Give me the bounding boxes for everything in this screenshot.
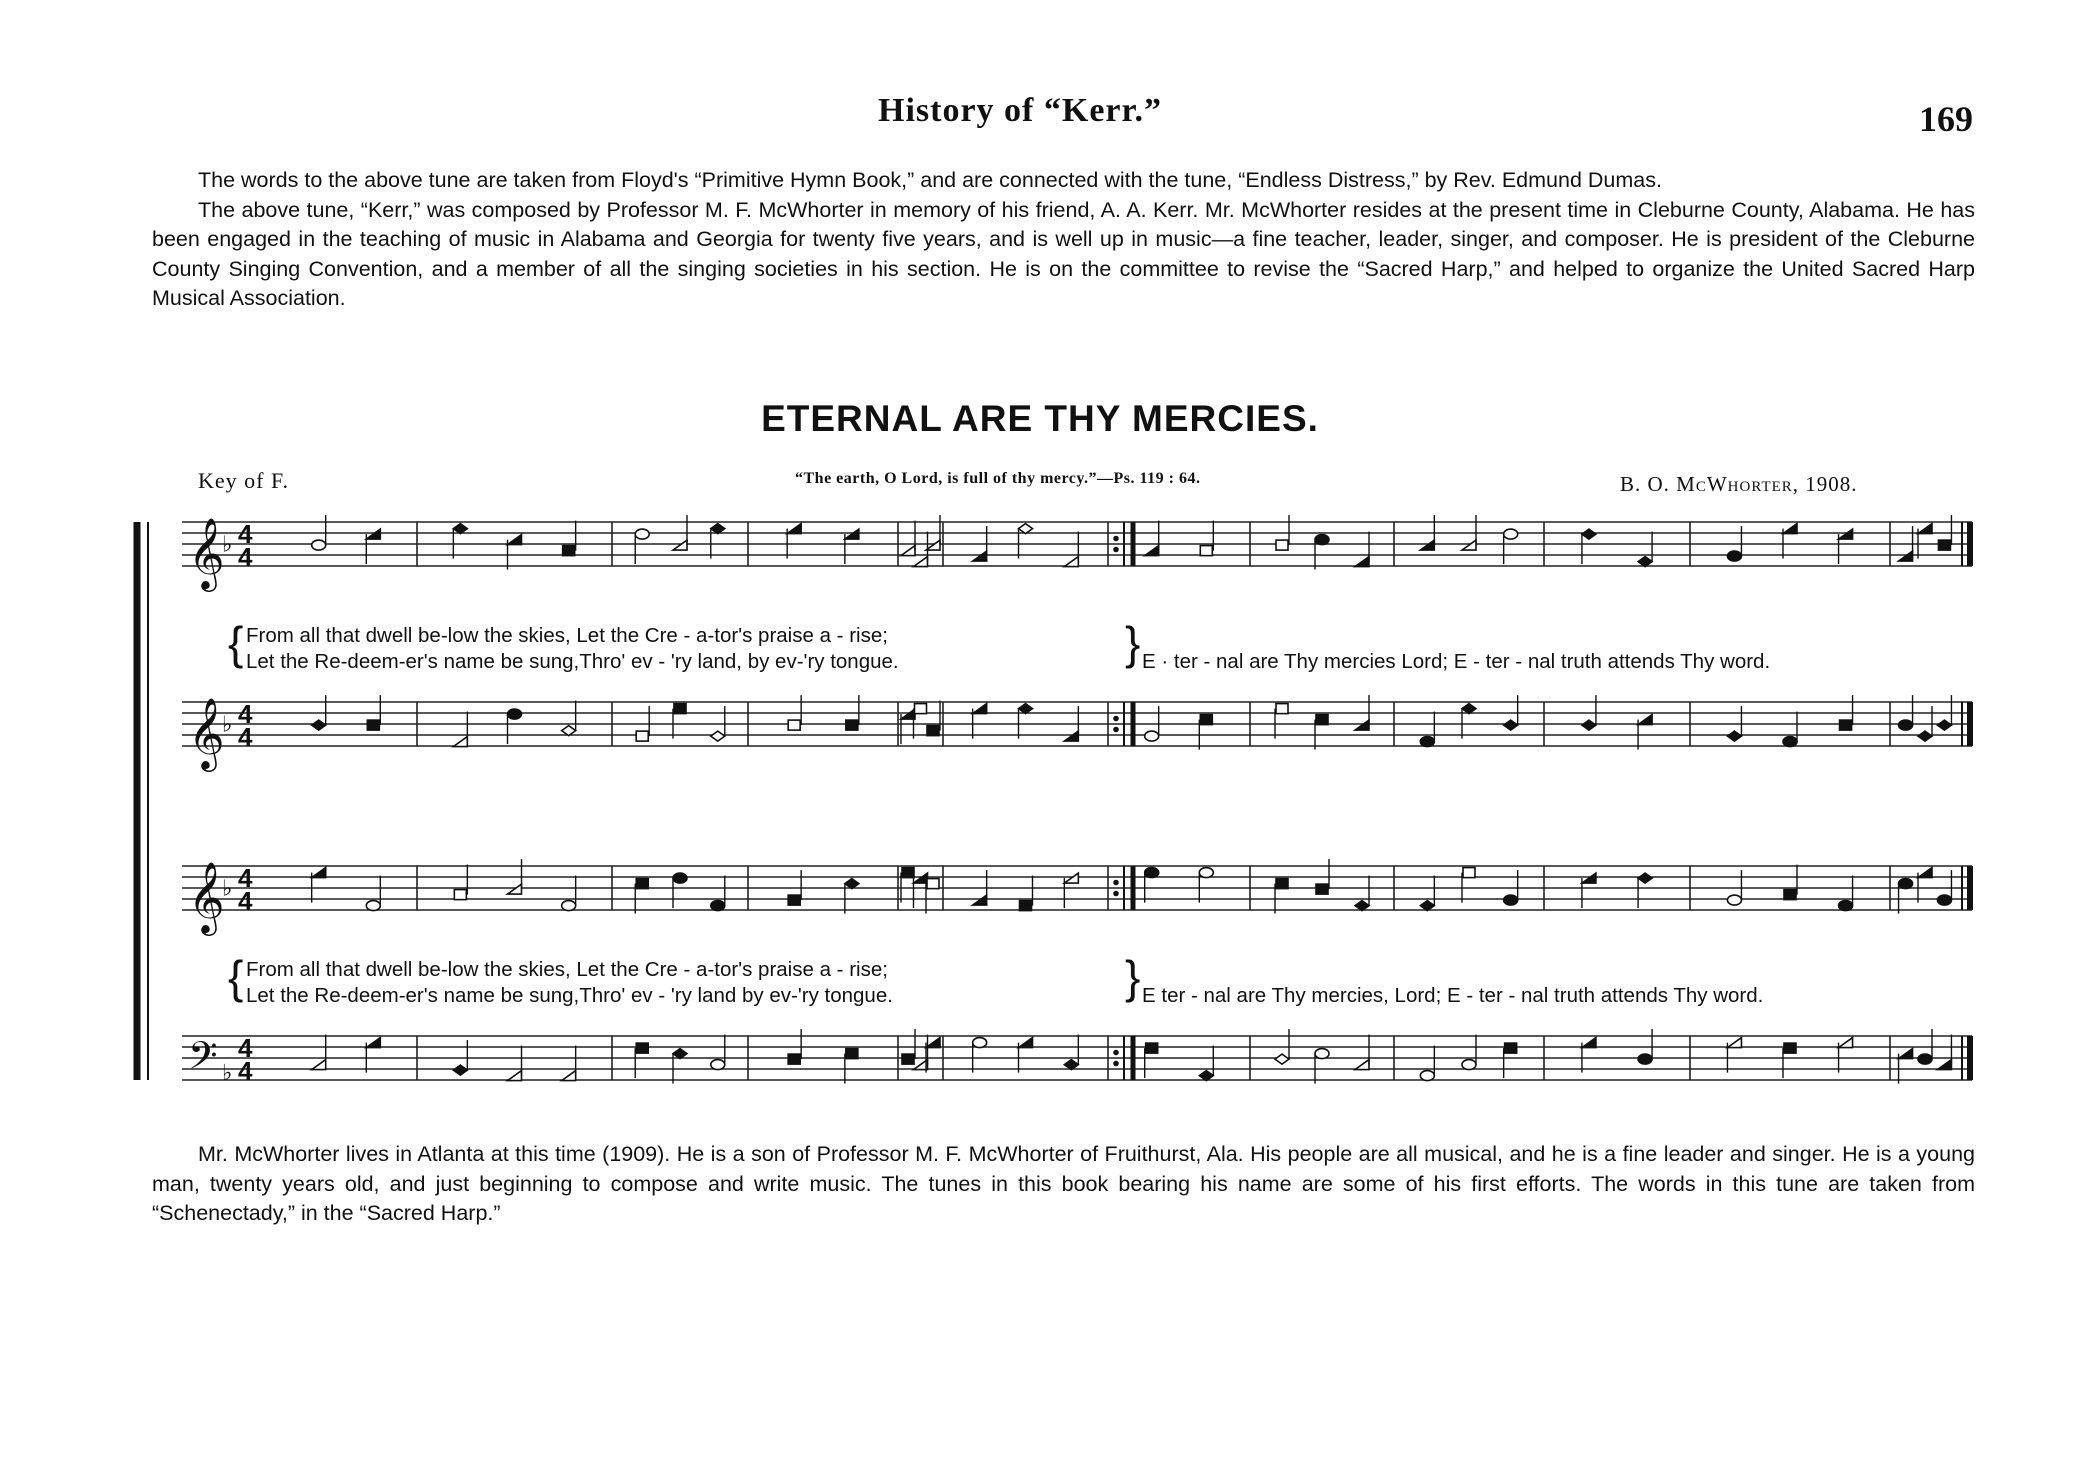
square-note-head — [788, 720, 800, 730]
square-note-head — [1200, 715, 1212, 725]
triangle-note-head — [1638, 715, 1652, 725]
oval-note-head — [1727, 551, 1741, 561]
flat-icon: ♭ — [222, 875, 233, 901]
triangle-note-head — [973, 704, 987, 714]
square-note-head — [846, 720, 858, 730]
triangle-note-head — [562, 1071, 576, 1081]
diamond-note-head — [1064, 1060, 1078, 1070]
lyrics-block-lower — [228, 951, 1763, 1007]
square-note-head — [846, 1049, 858, 1059]
oval-note-head — [1420, 737, 1434, 747]
triangle-note-head — [973, 551, 987, 561]
triangle-note-head — [1582, 1038, 1596, 1048]
diamond-note-head — [1275, 1054, 1289, 1064]
triangle-note-head — [673, 540, 687, 550]
triangle-note-head — [453, 737, 467, 747]
diamond-note-head — [312, 720, 326, 730]
page-number: 169 — [1919, 99, 1973, 139]
treble-clef-icon: 𝄞 — [188, 699, 225, 768]
triangle-note-head — [1462, 540, 1476, 550]
triangle-note-head — [787, 524, 801, 534]
time-signature-denominator: 4 — [238, 542, 253, 572]
square-note-head — [1938, 540, 1950, 550]
square-note-head — [454, 890, 466, 900]
triangle-note-head — [312, 1060, 326, 1070]
oval-note-head — [1839, 901, 1853, 911]
triangle-note-head — [845, 529, 859, 539]
oval-note-head — [1504, 895, 1518, 905]
diamond-note-head — [673, 1049, 687, 1059]
oval-note-head — [973, 1038, 987, 1048]
triangle-note-head — [914, 557, 928, 567]
history-paragraph-1: The words to the above tune are taken from Floyd's “Primitive Hymn Book,” and are connected with the tune, “Endless Distress,” by Rev. Edmund Dumas. — [198, 168, 1662, 192]
diamond-note-head — [1582, 529, 1596, 539]
repeat-dot — [1113, 547, 1119, 553]
brace-upper: { — [228, 617, 244, 669]
diamond-note-head — [1504, 720, 1518, 730]
square-note-head — [915, 704, 927, 714]
time-signature-numerator: 4 — [238, 519, 253, 549]
triangle-note-head — [508, 884, 522, 894]
treble-clef-icon: 𝄞 — [188, 863, 225, 932]
triangle-note-head — [508, 1071, 522, 1081]
square-note-head — [1020, 901, 1032, 911]
triangle-note-head — [1899, 1049, 1913, 1059]
repeat-dot — [1113, 891, 1119, 897]
triangle-note-head — [1727, 1038, 1741, 1048]
time-signature-numerator: 4 — [238, 699, 253, 729]
repeat-dot — [1113, 880, 1119, 886]
triangle-note-head — [1145, 546, 1159, 556]
triangle-note-head — [366, 529, 380, 539]
footnote-text — [152, 1140, 1975, 1229]
time-signature-numerator: 4 — [238, 863, 253, 893]
oval-note-head — [1638, 1054, 1652, 1064]
oval-note-head — [1145, 731, 1159, 741]
brace-lower: { — [228, 951, 244, 1003]
lyric-line-lower-2: Let the Re-deem-er's name be sung,Thro' ev - 'ry land by ev-'ry tongue. — [246, 984, 893, 1007]
oval-note-head — [1199, 868, 1213, 878]
time-signature-denominator: 4 — [238, 722, 253, 752]
footnote-paragraph: Mr. McWhorter lives in Atlanta at this time (1909). He is a son of Professor M. F. McWhorter of Fruithurst, Ala. His people are all musical, and he is a fine leader and singer. He is a young man, twenty years old, and just beginning to compose and write music. The tunes in this book bearing his name are some of his first efforts. The words in this tune are taken from “Schenectady,” in the “Sacred Harp.” — [152, 1142, 1975, 1225]
square-note-head — [1316, 884, 1328, 894]
repeat-dot — [1113, 716, 1119, 722]
diamond-note-head — [1582, 720, 1596, 730]
hymn-title: ETERNAL ARE THY MERCIES. — [761, 398, 1319, 439]
flat-icon: ♭ — [222, 531, 233, 557]
diamond-note-head — [1638, 873, 1652, 883]
diamond-note-head — [1918, 731, 1932, 741]
oval-note-head — [562, 901, 576, 911]
oval-note-head — [1420, 1071, 1434, 1081]
triangle-note-head — [1918, 868, 1932, 878]
triangle-note-head — [1420, 540, 1434, 550]
square-note-head — [902, 868, 914, 878]
diamond-note-head — [453, 1065, 467, 1075]
square-note-head — [1463, 868, 1475, 878]
triangle-note-head — [973, 895, 987, 905]
triangle-note-head — [1355, 1060, 1369, 1070]
triangle-note-head — [914, 873, 928, 883]
triangle-note-head — [508, 535, 522, 545]
diamond-note-head — [1638, 557, 1652, 567]
triangle-note-head — [1355, 557, 1369, 567]
triangle-note-head — [312, 868, 326, 878]
square-note-head — [1505, 1043, 1517, 1053]
diamond-note-head — [1355, 901, 1369, 911]
lyric-chorus-lower: E ter - nal are Thy mercies, Lord; E - ter - nal truth attends Thy word. — [1142, 984, 1764, 1007]
time-signature-denominator: 4 — [238, 886, 253, 916]
flat-icon: ♭ — [222, 711, 233, 737]
scripture-epigraph: “The earth, O Lord, is full of thy mercy.”—Ps. 119 : 64. — [795, 470, 1201, 487]
diamond-note-head — [711, 524, 725, 534]
diamond-note-head — [1019, 524, 1033, 534]
treble-clef-icon: 𝄞 — [188, 519, 225, 588]
repeat-dot — [1113, 727, 1119, 733]
triangle-note-head — [1918, 524, 1932, 534]
lyric-line-upper-2: Let the Re-deem-er's name be sung,Thro' ev - 'ry land, by ev-'ry tongue. — [246, 650, 899, 673]
square-note-head — [674, 704, 686, 714]
lyric-chorus-upper: E · ter - nal are Thy mercies Lord; E - ter - nal truth attends Thy word. — [1142, 650, 1771, 673]
lyric-line-upper-1: From all that dwell be-low the skies, Let the Cre - a-tor's praise a - rise; — [246, 624, 888, 647]
square-note-head — [1276, 540, 1288, 550]
triangle-note-head — [1582, 873, 1596, 883]
oval-note-head — [1783, 737, 1797, 747]
oval-note-head — [1937, 895, 1951, 905]
diamond-note-head — [1462, 704, 1476, 714]
square-note-head — [788, 895, 800, 905]
brace-upper-close: } — [1125, 617, 1141, 669]
square-note-head — [1840, 720, 1852, 730]
oval-note-head — [312, 540, 326, 550]
square-note-head — [927, 879, 939, 889]
square-note-head — [927, 726, 939, 736]
diamond-note-head — [1727, 731, 1741, 741]
lyric-line-lower-1: From all that dwell be-low the skies, Let the Cre - a-tor's praise a - rise; — [246, 958, 888, 981]
oval-note-head — [1315, 1049, 1329, 1059]
square-note-head — [1784, 1043, 1796, 1053]
diamond-note-head — [1937, 720, 1951, 730]
history-paragraph-2: The above tune, “Kerr,” was composed by Professor M. F. McWhorter in memory of his friend, A. A. Kerr. Mr. McWhorter resides at the present time in Cleburne County, Alabama. He has been engaged in the teaching of music in Alabama and Georgia for twenty five years, and is well up in music—a fine teacher, leader, singer, and composer. He is president of the Cleburne County Singing Convention, and a member of all the singing societies in his section. He is on the committee to revise the “Sacred Harp,” and helped to organize the United Sacred Harp Musical Association. — [152, 197, 1975, 310]
triangle-note-head — [1064, 557, 1078, 567]
oval-note-head — [1918, 1054, 1932, 1064]
repeat-dot — [1113, 1050, 1119, 1056]
repeat-dot — [1113, 1061, 1119, 1067]
composer-name: B. O. McWhorter — [1620, 472, 1793, 496]
triangle-note-head — [1937, 1060, 1951, 1070]
oval-note-head — [1727, 895, 1741, 905]
diamond-note-head — [1019, 704, 1033, 714]
triangle-note-head — [1839, 1038, 1853, 1048]
square-note-head — [636, 731, 648, 741]
square-note-head — [636, 879, 648, 889]
triangle-note-head — [1839, 529, 1853, 539]
oval-note-head — [1899, 879, 1913, 889]
oval-note-head — [711, 1060, 725, 1070]
diamond-note-head — [1420, 901, 1434, 911]
square-note-head — [1276, 879, 1288, 889]
diamond-note-head — [845, 879, 859, 889]
diamond-note-head — [453, 524, 467, 534]
oval-note-head — [1899, 720, 1913, 730]
triangle-note-head — [1783, 524, 1797, 534]
diamond-note-head — [1199, 1071, 1213, 1081]
square-note-head — [788, 1054, 800, 1064]
square-note-head — [367, 720, 379, 730]
oval-note-head — [366, 901, 380, 911]
square-note-head — [1316, 715, 1328, 725]
repeat-dot — [1113, 536, 1119, 542]
square-note-head — [1784, 890, 1796, 900]
square-note-head — [1276, 704, 1288, 714]
oval-note-head — [635, 529, 649, 539]
diamond-note-head — [562, 726, 576, 736]
triangle-note-head — [1899, 551, 1913, 561]
square-note-head — [563, 546, 575, 556]
flat-icon: ♭ — [222, 1060, 233, 1085]
composer-year: , 1908. — [1792, 472, 1858, 496]
lyrics-block-upper — [228, 617, 1770, 673]
brace-lower-close: } — [1125, 951, 1141, 1003]
triangle-note-head — [1355, 720, 1369, 730]
triangle-note-head — [366, 1038, 380, 1048]
oval-note-head — [673, 873, 687, 883]
bass-clef-icon: 𝄢 — [188, 1034, 218, 1086]
time-signature-denominator: 4 — [238, 1056, 253, 1086]
square-note-head — [902, 1054, 914, 1064]
running-title: History of “Kerr.” — [878, 92, 1162, 129]
square-note-head — [1146, 1043, 1158, 1053]
triangle-note-head — [901, 546, 915, 556]
oval-note-head — [1315, 535, 1329, 545]
oval-note-head — [1145, 868, 1159, 878]
oval-note-head — [508, 709, 522, 719]
oval-note-head — [1504, 529, 1518, 539]
square-note-head — [636, 1043, 648, 1053]
square-note-head — [1200, 546, 1212, 556]
triangle-note-head — [1064, 731, 1078, 741]
triangle-note-head — [1064, 873, 1078, 883]
oval-note-head — [1462, 1060, 1476, 1070]
time-signature-numerator: 4 — [238, 1033, 253, 1063]
triangle-note-head — [1019, 1038, 1033, 1048]
diamond-note-head — [711, 731, 725, 741]
oval-note-head — [711, 901, 725, 911]
key-signature-label: Key of F. — [198, 468, 289, 493]
